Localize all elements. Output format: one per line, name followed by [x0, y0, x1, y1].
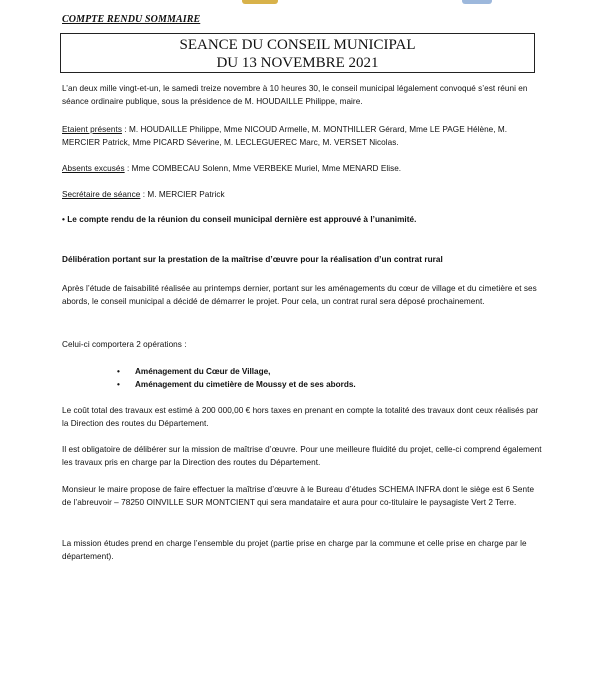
presents-label: Etaient présents: [62, 125, 122, 134]
intro-paragraph: L’an deux mille vingt-et-un, le samedi treize novembre à 10 heures 30, le conseil municipal légalement convoqué s’est réuni en séance ordinaire publique, sous la présidence de M. HOUDAILLE Philippe, maire.: [62, 84, 528, 106]
presents-paragraph: [62, 124, 542, 149]
secretaire-paragraph: [62, 189, 542, 202]
secretaire-text: : M. MERCIER Patrick: [140, 190, 225, 199]
paragraph-1: Après l’étude de faisabilité réalisée au printemps dernier, portant sur les aménagements du cœur de village et du cimetière et ses abords, le conseil municipal a décidé de démarrer le projet. Pour cela, un contrat rural sera déposé prochainement.: [62, 284, 537, 306]
header-mark-blue: [462, 0, 492, 4]
operations-list: [117, 365, 537, 391]
title-box: [60, 33, 535, 73]
paragraph-3: Le coût total des travaux est estimé à 200 000,00 € hors taxes en prenant en compte la totalité des travaux dont ceux réalisés par la Direction des routes du Département.: [62, 406, 539, 428]
bullet-icon: •: [117, 367, 120, 376]
title-line-1: SEANCE DU CONSEIL MUNICIPAL: [179, 37, 416, 53]
header-mark-gold: [242, 0, 278, 4]
approval-line: • Le compte rendu de la réunion du conseil municipal dernière est approuvé à l’unanimité.: [62, 215, 417, 224]
operation-label: Aménagement du cimetière de Moussy et de ses abords.: [135, 380, 356, 389]
absents-label: Absents excusés: [62, 164, 125, 173]
presents-text: : M. HOUDAILLE Philippe, Mme NICOUD Armelle, M. MONTHILLER Gérard, Mme LE PAGE Hélène, M. MERCIER Patrick, Mme PICARD Séverine, M. LECLEGUEREC Marc, M. VERSET Nicolas.: [62, 125, 508, 147]
operation-label: Aménagement du Cœur de Village,: [135, 367, 271, 376]
paragraph-6: La mission études prend en charge l’ensemble du projet (partie prise en charge par la commune et celle prise en charge par le département).: [62, 539, 527, 561]
title-line-2: DU 13 NOVEMBRE 2021: [216, 55, 379, 71]
paragraph-2: Celui-ci comportera 2 opérations :: [62, 340, 187, 349]
secretaire-label: Secrétaire de séance: [62, 190, 141, 199]
bullet-icon: •: [117, 380, 120, 389]
operation-item: [117, 365, 537, 378]
absents-paragraph: [62, 163, 542, 176]
paragraph-5: Monsieur le maire propose de faire effectuer la maîtrise d’œuvre à le Bureau d’études SCHEMA INFRA dont le siège est 6 Sente de l’abreuvoir – 78250 OINVILLE SUR MONTCIENT qui sera mandataire et aura pour co-titulaire le paysagiste Vert 2 Terre.: [62, 485, 535, 507]
absents-text: : Mme COMBECAU Solenn, Mme VERBEKE Muriel, Mme MENARD Elise.: [124, 164, 402, 173]
document-label: COMPTE RENDU SOMMAIRE: [62, 14, 201, 25]
paragraph-4: Il est obligatoire de délibérer sur la mission de maîtrise d’œuvre. Pour une meilleure fluidité du projet, celle-ci comprend également les travaux pris en charge par la Direction des routes du Département.: [62, 445, 542, 467]
deliberation-title: Délibération portant sur la prestation de la maîtrise d’œuvre pour la réalisation d’un contrat rural: [62, 255, 443, 264]
operation-item: [117, 378, 537, 391]
